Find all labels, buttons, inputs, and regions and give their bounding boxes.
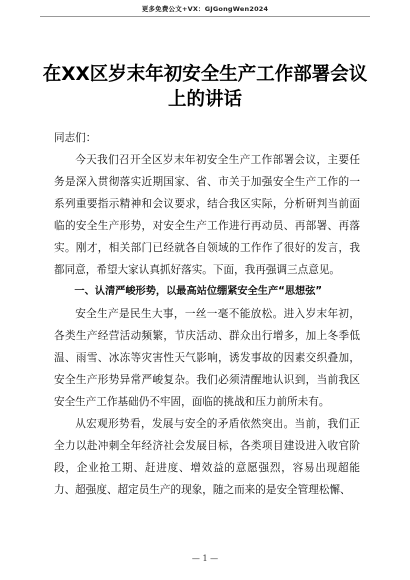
paragraph-macro: 从宏观形势看，发展与安全的矛盾依然突出。当前，我们正全力以赴冲刺全年经济社会发展目标，各类项目建设进入收官阶段，企业抢工期、赶进度、增效益的意愿强烈，容易出现超能力、超强度、超定员生产的现象，随之而来的是安全管理松懈、: [54, 418, 360, 496]
paragraph-safety: 安全生产是民生大事，一丝一毫不能放松。进入岁末年初，各类生产经营活动频繁，节庆活动、群众出行增多，加上冬季低温、雨雪、冰冻等灾害性天气影响，诱发事故的因素交织叠加，安全生产形势异常严峻复杂。我们必须清醒地认识到，当前我区安全生产工作基础仍不牢固，面临的挑战和压力前所未有。: [54, 308, 360, 408]
header-note: 更多免费公文+VX：GJGongWen2024: [141, 5, 269, 13]
page-number: — 1 —: [191, 554, 219, 563]
document-title: 在XX区岁末年初安全生产工作部署会议上的讲话: [42, 64, 368, 110]
header-divider: [40, 16, 370, 17]
section-heading-1: 一、认清严峻形势，以最高站位绷紧安全生产“思想弦”: [74, 286, 323, 297]
document-body: [54, 127, 360, 501]
paragraph-intro: 今天我们召开全区岁末年初安全生产工作部署会议，主要任务是深入贯彻落实近期国家、省、市关于加强安全生产工作的一系列重要指示精神和会议要求，结合我区实际，分析研判当前面临的安全生产形势，对安全生产工作进行再动员、再部署、再落实。刚才，相关部门已经就各自领域的工作作了很好的发言，我都同意，希望大家认真抓好落实。下面，我再强调三点意见。: [54, 154, 360, 276]
salutation: 同志们：: [54, 132, 97, 144]
